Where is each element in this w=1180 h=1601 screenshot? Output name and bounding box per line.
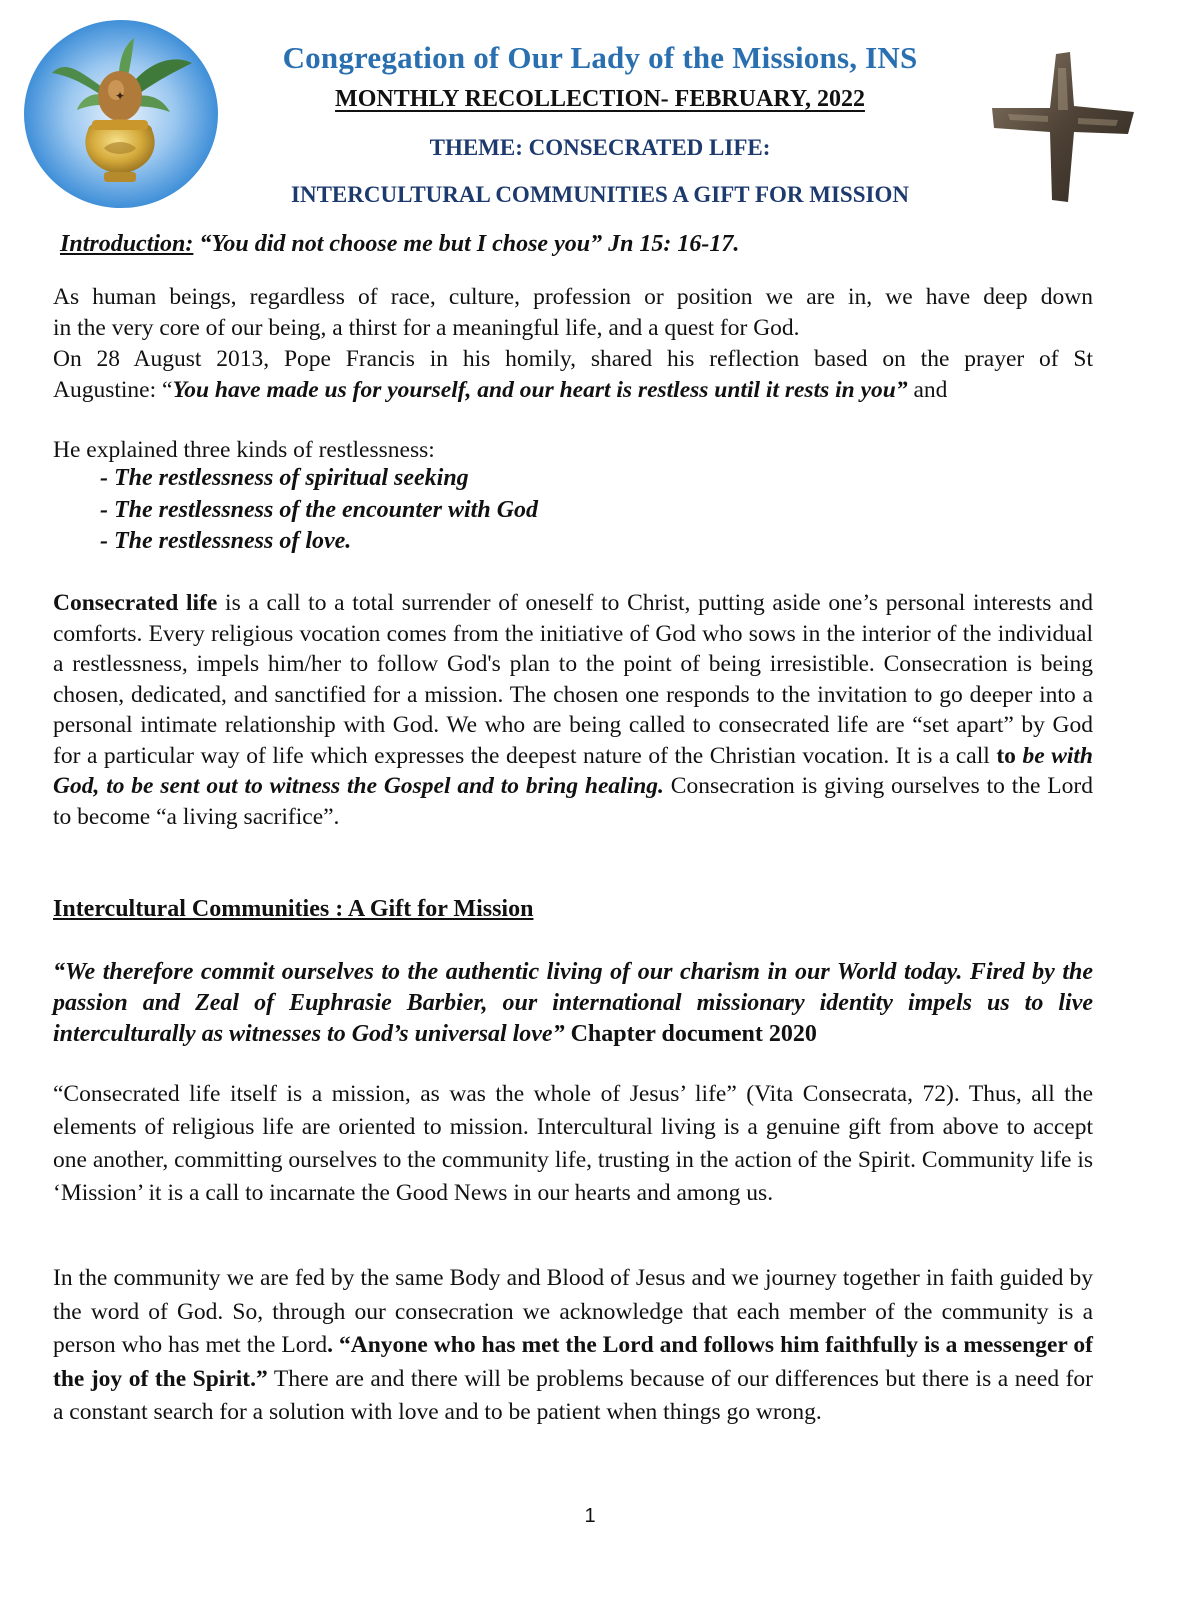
theme-heading-line-2: INTERCULTURAL COMMUNITIES A GIFT FOR MISSION [291,182,909,207]
introduction-label: Introduction: [60,231,194,257]
p1-line-4-start: Augustine: “ [53,377,173,403]
augustine-quote: You have made us for yourself, and our heart is restless until it rests in you” [172,377,908,403]
restlessness-intro: He explained three kinds of restlessness: [53,437,435,463]
introduction-line [60,231,739,258]
consecrated-text-2: Consecration is giving ourselves to the Lord to become “a living sacrifice”. [53,773,1093,830]
consecrated-emphasis: be with God, to be sent out to witness the Gospel and to bring healing. [53,742,1094,799]
community-text-1: In the community we are fed by the same Body and Blood of Jesus and we journey together in faith guided by the word of God. So, through our consecration we acknowledge that each member of the community is a person who has met the Lord [53,1265,1093,1358]
chapter-document-quote [53,957,1093,1050]
list-item: - The restlessness of the encounter with God [100,496,539,523]
p1-line-4 [53,375,1093,406]
community-text-2: There are and there will be problems because of our differences but there is a need for a constant search for a solution with love and to be patient when things go wrong. [53,1365,1093,1425]
consecrated-life-lead: Consecrated life [53,590,218,616]
restlessness-list [100,463,538,558]
p1-line-3: On 28 August 2013, Pope Francis in his homily, shared his reflection based on the prayer of St [53,346,1093,372]
list-item: - The restlessness of love. [100,528,352,554]
congregation-logo-emblem [22,18,220,210]
p1-line-4-end: and [907,377,948,403]
p1-line-2: in the very core of our being, a thirst for a meaningful life, and a quest for God. [53,315,800,341]
document-subtitle [230,86,970,113]
list-item: - The restlessness of spiritual seeking [100,465,469,491]
page-number: 1 [584,1505,596,1527]
svg-text:✦: ✦ [115,89,126,103]
consecrated-text-1: is a call to a total surrender of oneself to Christ, putting aside one’s personal interests and comforts. Every religious vocation comes from the initiative of God who sows in the interior of the individual a restlessness, impels him/her to follow God's plan to the point of being irresistible. Consecration is being chosen, dedicated, and sanctified for a mission. The chosen one responds to the invitation to go deeper into a personal intimate relationship with God. We who are being called to consecrated life are “set apart” by God for a particular way of life which expresses the deepest nature of the Christian vocation. It is a call [53,590,1093,769]
introduction-quote: “You did not choose me but I chose you” Jn 15: 16-17. [199,231,740,257]
theme-heading-line-1: THEME: CONSECRATED LIFE: [429,135,771,160]
chapter-quote-source: Chapter document 2020 [564,1021,817,1047]
paragraph-consecrated-life [53,588,1093,832]
p1-line-1: As human beings, regardless of race, culture, profession or position we are in, we have deep down [53,284,1093,310]
paragraph-mission: “Consecrated life itself is a mission, as was the whole of Jesus’ life” (Vita Consecrata, 72). Thus, all the elements of religious life are oriented to mission. Intercultural living is a genuine gift from above to accept one another, committing ourselves to the community life, trusting in the action of the Spirit. Community life is ‘Mission’ it is a call to incarnate the Good News in our hearts and among us. [53,1081,1093,1206]
subtitle-text: MONTHLY RECOLLECTION- FEBRUARY, 2022 [335,86,865,112]
consecrated-bold-to: to [996,742,1023,769]
community-bold-quote: . “Anyone who has met the Lord and follows him faithfully is a messenger of the joy of the Spirit.” [53,1332,1093,1392]
paragraph-human-beings [53,282,1093,406]
paragraph-community [53,1262,1093,1430]
organization-title: Congregation of Our Lady of the Missions, INS [282,40,918,75]
section-heading: Intercultural Communities : A Gift for Mission [53,896,534,922]
chapter-quote-text: “We therefore commit ourselves to the authentic living of our charism in our World today. Fired by the passion and Zeal of Euphrasie Barbier, our international missionary identity impels us to live interculturally as witnesses to God’s universal love” [53,959,1093,1047]
bronze-cross-icon [988,48,1138,208]
